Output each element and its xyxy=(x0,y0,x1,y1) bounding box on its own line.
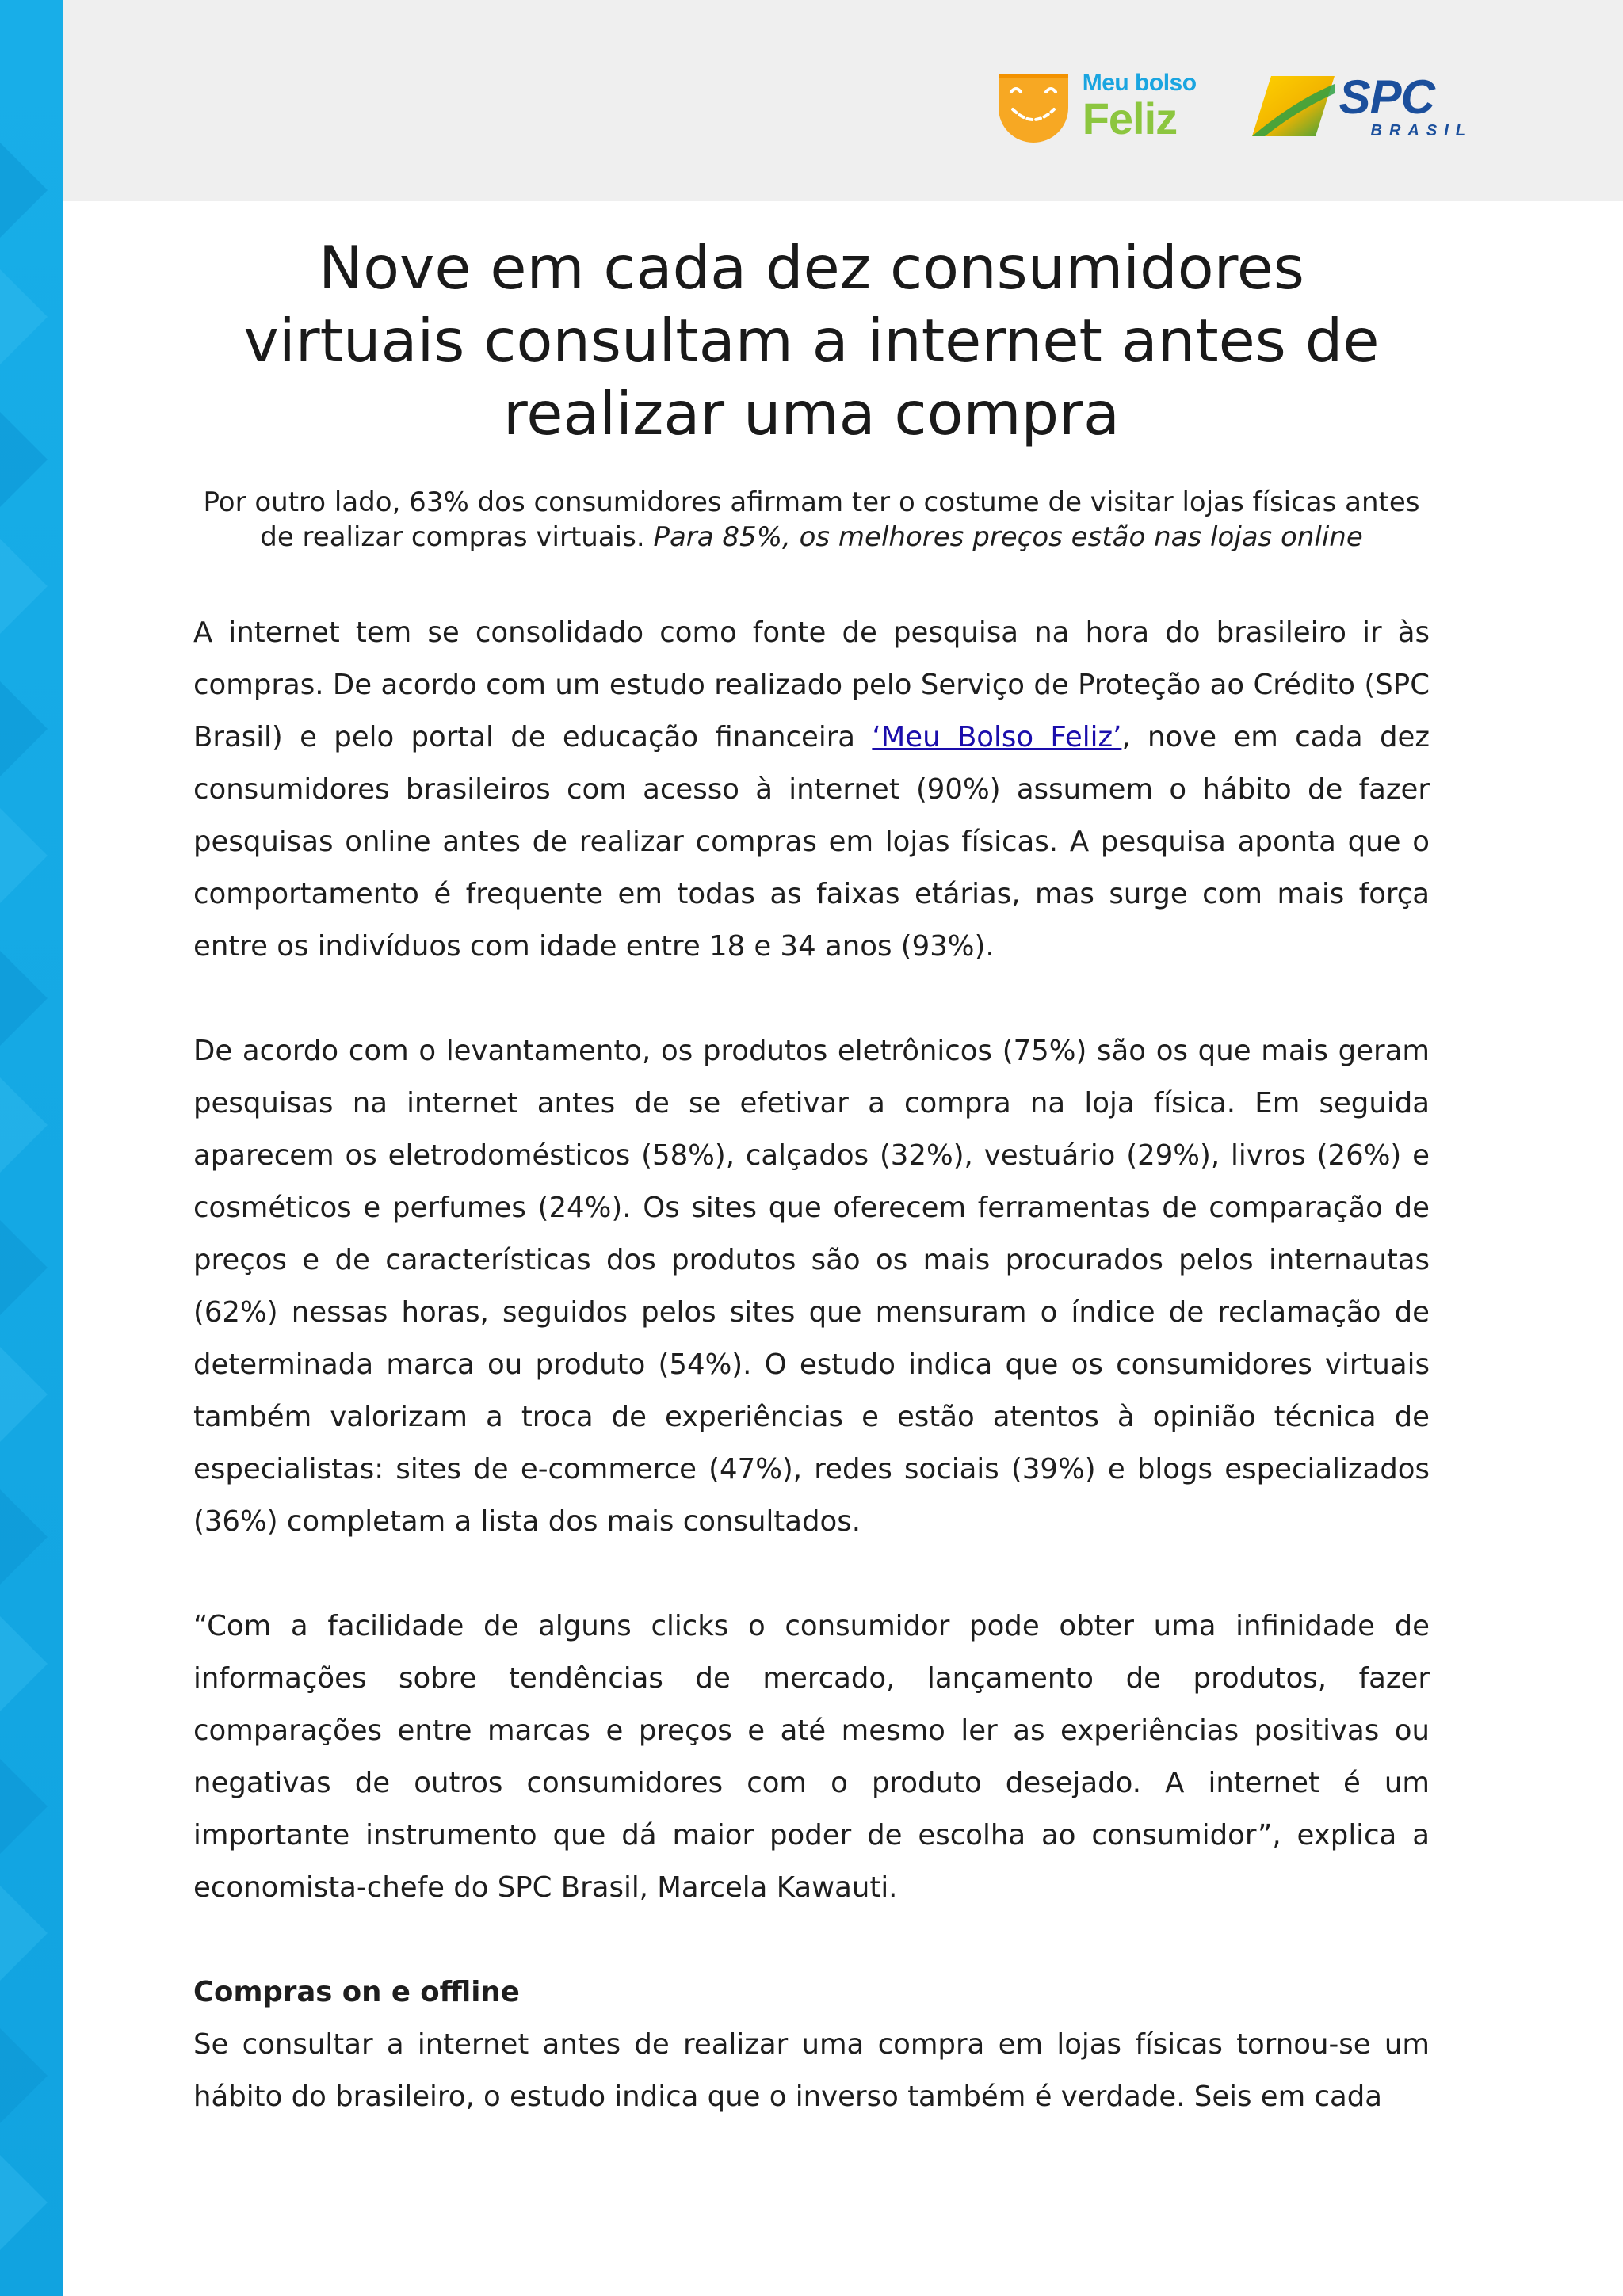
article-subtitle xyxy=(193,485,1430,555)
paragraph-2: De acordo com o levantamento, os produtos eletrônicos (75%) são os que mais geram pesquisas na internet antes de se efetivar a compra na loja física. Em seguida aparecem os eletrodomésticos (58%), calçados (32%), vestuário (29%), livros (26%) e cosméticos e perfumes (24%). Os sites que oferecem ferramentas de comparação de preços e de características dos produtos são os mais procurados pelos internautas (62%) nessas horas, seguidos pelos sites que mensuram o índice de reclamação de determinada marca ou produto (54%). O estudo indica que os consumidores virtuais também valorizam a troca de experiências e estão atentos à opinião técnica de especialistas: sites de e-commerce (47%), redes sociais (39%) e blogs especializados (36%) completam a lista dos mais consultados. xyxy=(193,1035,1430,1538)
subtitle-regular-text: Por outro lado, 63% dos consumidores afirmam ter o costume de visitar lojas físicas antes de realizar compras virtuais. xyxy=(203,486,1420,553)
section-heading: Compras on e offline xyxy=(193,1976,520,2008)
paragraph-1-text-after-link: , nove em cada dez consumidores brasileiros com acesso à internet (90%) assumem o hábito de fazer pesquisas online antes de realizar compras em lojas físicas. A pesquisa aponta que o comportamento é frequente em todas as faixas etárias, mas surge com mais força entre os indivíduos com idade entre 18 e 34 anos (93%). xyxy=(193,721,1430,963)
meu-bolso-feliz-link[interactable]: ‘Meu Bolso Feliz’ xyxy=(872,721,1122,753)
header-band xyxy=(63,0,1623,201)
logo-feliz-text: Feliz xyxy=(1082,93,1178,143)
stripe-chevron-pattern xyxy=(0,0,63,2296)
side-stripe xyxy=(0,0,63,2296)
logo-brasil-text: BRASIL xyxy=(1370,122,1472,139)
subtitle-italic-text: Para 85%, os melhores preços estão nas lojas online xyxy=(653,521,1363,553)
paragraph-4: Se consultar a internet antes de realizar uma compra em lojas físicas tornou-se um hábito do brasileiro, o estudo indica que o inverso também é verdade. Seis em cada xyxy=(193,2028,1430,2113)
logo-meu-bolso-text: Meu bolso xyxy=(1082,70,1197,96)
paragraph-1-text-before-link: A internet tem se consolidado como fonte de pesquisa na hora do brasileiro ir às compras. De acordo com um estudo realizado pelo Serviço de Proteção ao Crédito (SPC Brasil) e pelo portal de educação financeira xyxy=(193,616,1430,753)
spc-brasil-logo[interactable] xyxy=(1249,70,1472,143)
paragraph-3-quote: “Com a facilidade de alguns clicks o consumidor pode obter uma infinidade de informações sobre tendências de mercado, lançamento de produtos, fazer comparações entre marcas e preços e até mesmo ler as experiências positivas ou negativas de outros consumidores com o produto desejado. A internet é um importante instrumento que dá maior poder de escolha ao consumidor”, explica a economista-chefe do SPC Brasil, Marcela Kawauti. xyxy=(193,1610,1430,1904)
logo-spc-text: SPC xyxy=(1338,71,1434,124)
paragraph-1 xyxy=(193,607,1430,973)
smile-badge-icon xyxy=(994,68,1073,144)
header-logos xyxy=(994,68,1472,144)
meu-bolso-feliz-logo[interactable] xyxy=(994,68,1197,144)
spc-flag-icon xyxy=(1249,70,1336,143)
article-title: Nove em cada dez consumidores virtuais consultam a internet antes de realizar uma compra xyxy=(243,233,1380,448)
article-content xyxy=(193,231,1430,2123)
